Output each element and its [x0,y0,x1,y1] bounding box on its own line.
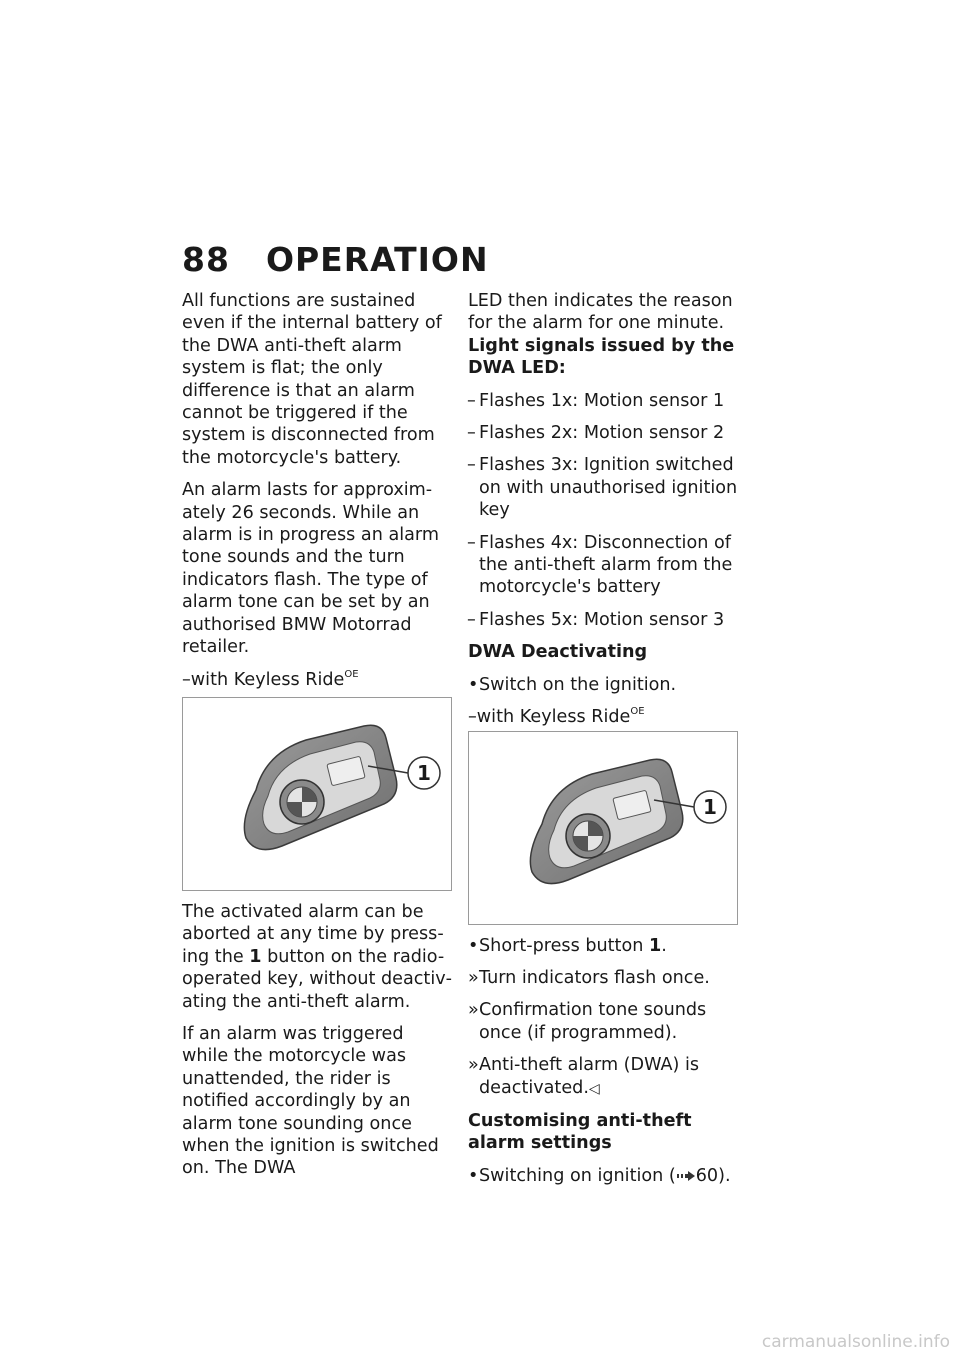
paragraph: LED then indicates the reason for the alarm for one minute. [468,291,733,334]
heading-customising: Customising anti-theft alarm settings [468,1110,692,1154]
step-item: • Switch on the ignition. [468,674,677,695]
watermark: carmanualsonline.info [761,1332,950,1352]
key-figure [468,731,738,925]
paragraph: If an alarm was triggered while the motorcycle was unattended, the rider is notified accordingly by an alarm tone sounding once when the ignition is switched on. The DWA [182,1023,439,1179]
remote-key-illustration [469,732,737,924]
heading-light-signals: Light signals issued by the DWA LED: [468,335,735,379]
step-item: • Switching on ignition ( 60). [468,1165,731,1186]
list-item: – Flashes 3x: Ignition switched on with unauthorised ignition key [467,455,738,521]
key-figure [182,697,452,891]
page-header [182,240,489,279]
condition-keyless-ride: –with Keyless Ride$^{OE}$ [468,706,645,728]
section-title: OPERATION [265,240,489,279]
end-mark-icon: ◁ [588,1080,600,1097]
figure-label-1: 1 [417,760,431,785]
condition-keyless-ride: –with Keyless Ride$^{OE}$ [182,668,359,690]
page-number: 88 [182,240,230,279]
list-item: – Flashes 2x: Motion sensor 2 [467,423,725,444]
result-list [468,967,740,1100]
page-reference[interactable]: 60 [695,1165,719,1186]
left-column [182,290,454,1190]
page-reference-arrow-icon [676,1170,696,1182]
result-item: » Confirmation tone sounds once (if programmed). [468,1000,707,1043]
paragraph: All functions are sustained even if the internal battery of the DWA anti-theft alarm system is flat; the only difference is that an alarm cannot be triggered if the system is disconnected from the motorcycle's battery. [182,291,442,468]
step-item: • Short-press button 1. [468,935,667,956]
heading-dwa-deactivating: DWA Deactivating [468,642,648,663]
list-item: – Flashes 5x: Motion sensor 3 [467,609,725,630]
paragraph: The activated alarm can be aborted at any time by pressing the 1 button on the radio-operated key, without deactivating the anti-theft alarm. [182,901,452,1012]
figure-label-1: 1 [703,794,717,819]
result-item: » Anti-theft alarm (DWA) is deactivated.◁ [468,1055,700,1098]
result-item: » Turn indicators flash once. [468,967,710,988]
list-item: – Flashes 1x: Motion sensor 1 [467,390,725,411]
right-column [468,290,740,1197]
remote-key-illustration [183,698,451,890]
list-item: – Flashes 4x: Disconnection of the anti-theft alarm from the motorcycle's battery [467,532,733,598]
flash-list [468,390,740,632]
paragraph: An alarm lasts for approximately 26 seconds. While an alarm is in progress an alarm tone sounds and the turn indicators flash. The type of alarm tone can be set by an authorised BMW Motorrad retailer. [182,480,439,658]
